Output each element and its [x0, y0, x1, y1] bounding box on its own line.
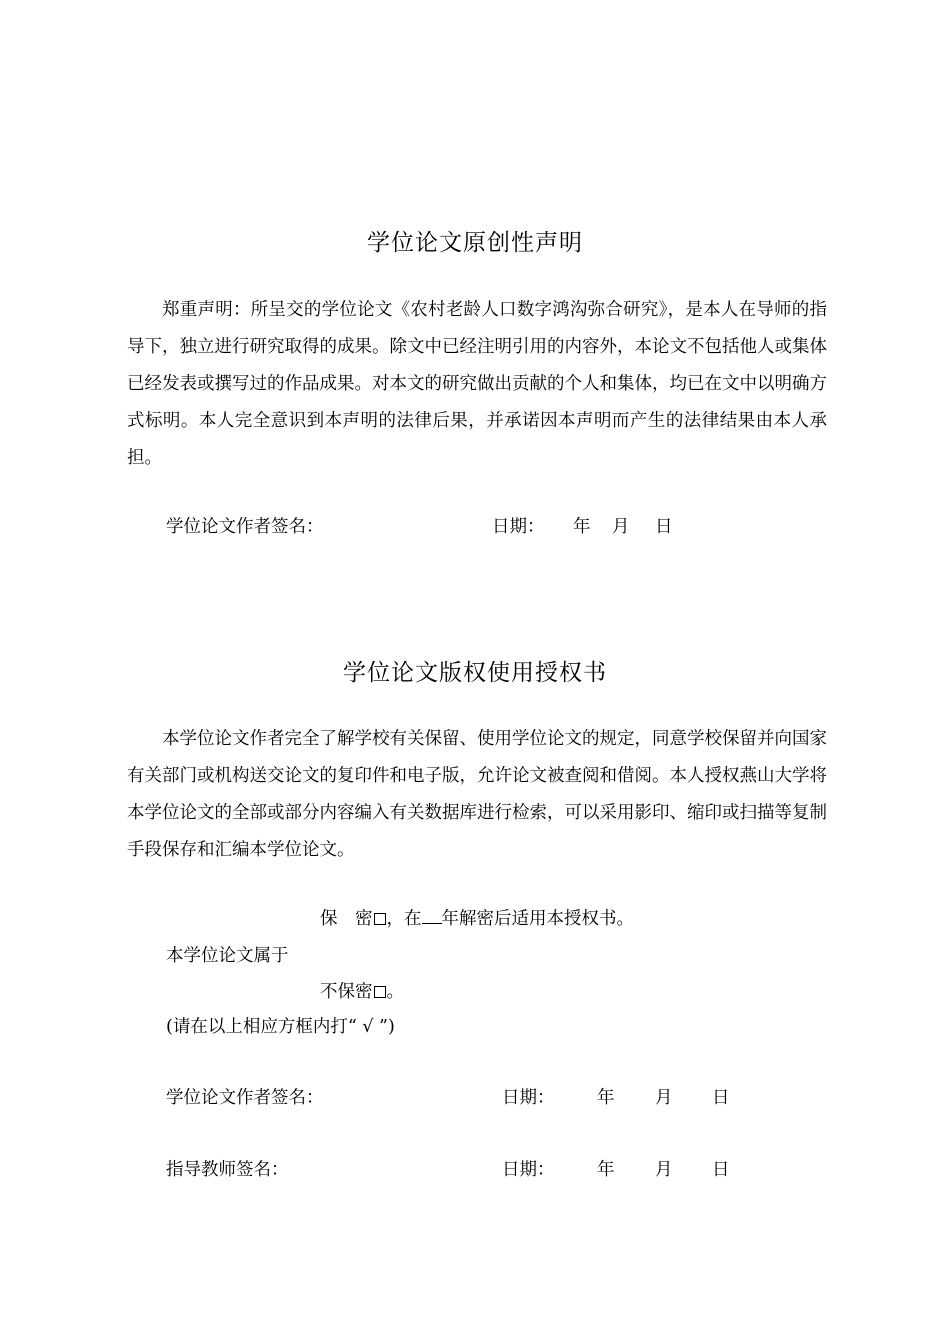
authorization-author-date-label: 日期：: [502, 1088, 555, 1108]
not-secret-option-label: 不保密: [320, 982, 373, 1002]
secret-checkbox[interactable]: [374, 913, 386, 925]
secret-years-blank[interactable]: [422, 909, 442, 924]
not-secret-option-line: [320, 978, 404, 1003]
declaration-month-label: 月: [612, 517, 630, 537]
advisor-month-label: 月: [655, 1160, 673, 1180]
authorization-author-month-label: 月: [655, 1088, 673, 1108]
secret-option-label: 保 密: [320, 909, 373, 929]
authorization-author-year-label: 年: [597, 1088, 615, 1108]
advisor-signature-label: 指导教师签名：: [166, 1160, 289, 1180]
authorization-author-signature-label: 学位论文作者签名：: [166, 1088, 324, 1108]
secret-suffix-b: 年解密后适用本授权书。: [441, 909, 634, 929]
checkbox-instruction: (请在以上相应方框内打“ √ ”): [166, 1017, 395, 1037]
belongs-label: 本学位论文属于: [166, 946, 289, 966]
authorization-title: 学位论文版权使用授权书: [343, 660, 607, 686]
advisor-year-label: 年: [597, 1160, 615, 1180]
not-secret-checkbox[interactable]: [374, 986, 386, 998]
declaration-body: 郑重声明：所呈交的学位论文《农村老龄人口数字鸿沟弥合研究》，是本人在导师的指导下，独立进行研究取得的成果。除文中已经注明引用的内容外，本论文不包括他人或集体已经发表或撰写过的作品成果。对本文的研究做出贡献的个人和集体，均已在文中以明确方式标明。本人完全意识到本声明的法律后果，并承诺因本声明而产生的法律结果由本人承担。: [127, 300, 827, 468]
declaration-date-label: 日期：: [492, 517, 545, 537]
not-secret-suffix: 。: [386, 982, 404, 1002]
advisor-day-label: 日: [712, 1160, 730, 1180]
declaration-author-signature-label: 学位论文作者签名：: [166, 517, 324, 537]
authorization-author-day-label: 日: [712, 1088, 730, 1108]
declaration-title: 学位论文原创性声明: [367, 230, 583, 256]
secret-suffix-a: ，在: [386, 909, 422, 929]
advisor-date-label: 日期：: [502, 1160, 555, 1180]
declaration-day-label: 日: [655, 517, 673, 537]
secret-option-line: [320, 905, 634, 930]
authorization-body: 本学位论文作者完全了解学校有关保留、使用学位论文的规定，同意学校保留并向国家有关部门或机构送交论文的复印件和电子版，允许论文被查阅和借阅。本人授权燕山大学将本学位论文的全部或部分内容编入有关数据库进行检索，可以采用影印、缩印或扫描等复制手段保存和汇编本学位论文。: [127, 729, 827, 860]
declaration-year-label: 年: [573, 517, 591, 537]
